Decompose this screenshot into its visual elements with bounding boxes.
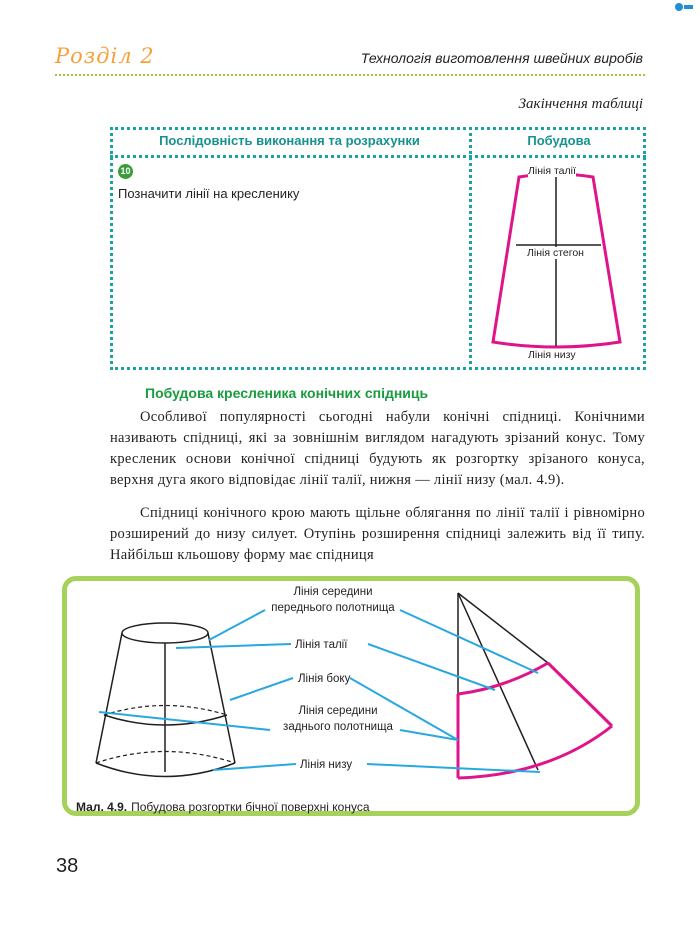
table-continuation: Закінчення таблиці [518,96,643,112]
figure-caption-text: Побудова розгортки бічної поверхні конуса [131,800,370,814]
figure-caption-number: Мал. 4.9. [76,800,128,814]
section-label: Розділ 2 [55,44,155,68]
figure-label-front-center-line1: Лінія середини [293,586,373,598]
table-header-construction: Побудова [527,133,591,148]
figure-label-front-center [258,584,408,616]
figure-label-back-center-line2: заднього полотнища [283,721,393,733]
figure-label-side: Лінія боку [298,673,351,685]
drawing-label-hips: Лінія стегон [527,247,584,259]
figure-label-back-center-line1: Лінія середини [298,705,378,717]
drawing-label-waist: Лінія талії [528,165,576,177]
section-heading: Побудова кресленика конічних спідниць [145,385,429,401]
page-number: 38 [56,855,79,877]
step-number-badge: 10 [118,164,133,179]
running-title: Технологія виготовлення швейних виробів [360,50,643,66]
figure-label-back-center [263,703,413,735]
step-text: Позначити лінії на кресленику [118,186,300,201]
figure-label-waist: Лінія талії [295,639,348,651]
drawing-label-hem: Лінія низу [528,349,576,361]
paragraph-1-text: Особливої популярності сьогодні набули конічні спідниці. Конічними називають спідниці, які за зовнішнім виглядом нагадують зрізаний конус. Тому кресленик основи конічної спідниці будують як розгортку зрізаного конуса, верхня дуга якого відповідає лінії талії, нижня — лінії низу (мал. 4.9). [110,409,645,488]
figure-label-front-center-line2: переднього полотнища [271,602,395,614]
figure-caption [76,800,370,814]
table-header-sequence: Послідовність виконання та розрахунки [159,133,420,148]
figure-label-hem: Лінія низу [300,759,353,771]
paragraph-2-text: Спідниці конічного крою мають щільне облягання по лінії талії і рівномірно розширений до низу силует. Отупінь розширення спідниці залежить від її типу. Найбільш кльошову форму має спідниця [110,505,645,563]
